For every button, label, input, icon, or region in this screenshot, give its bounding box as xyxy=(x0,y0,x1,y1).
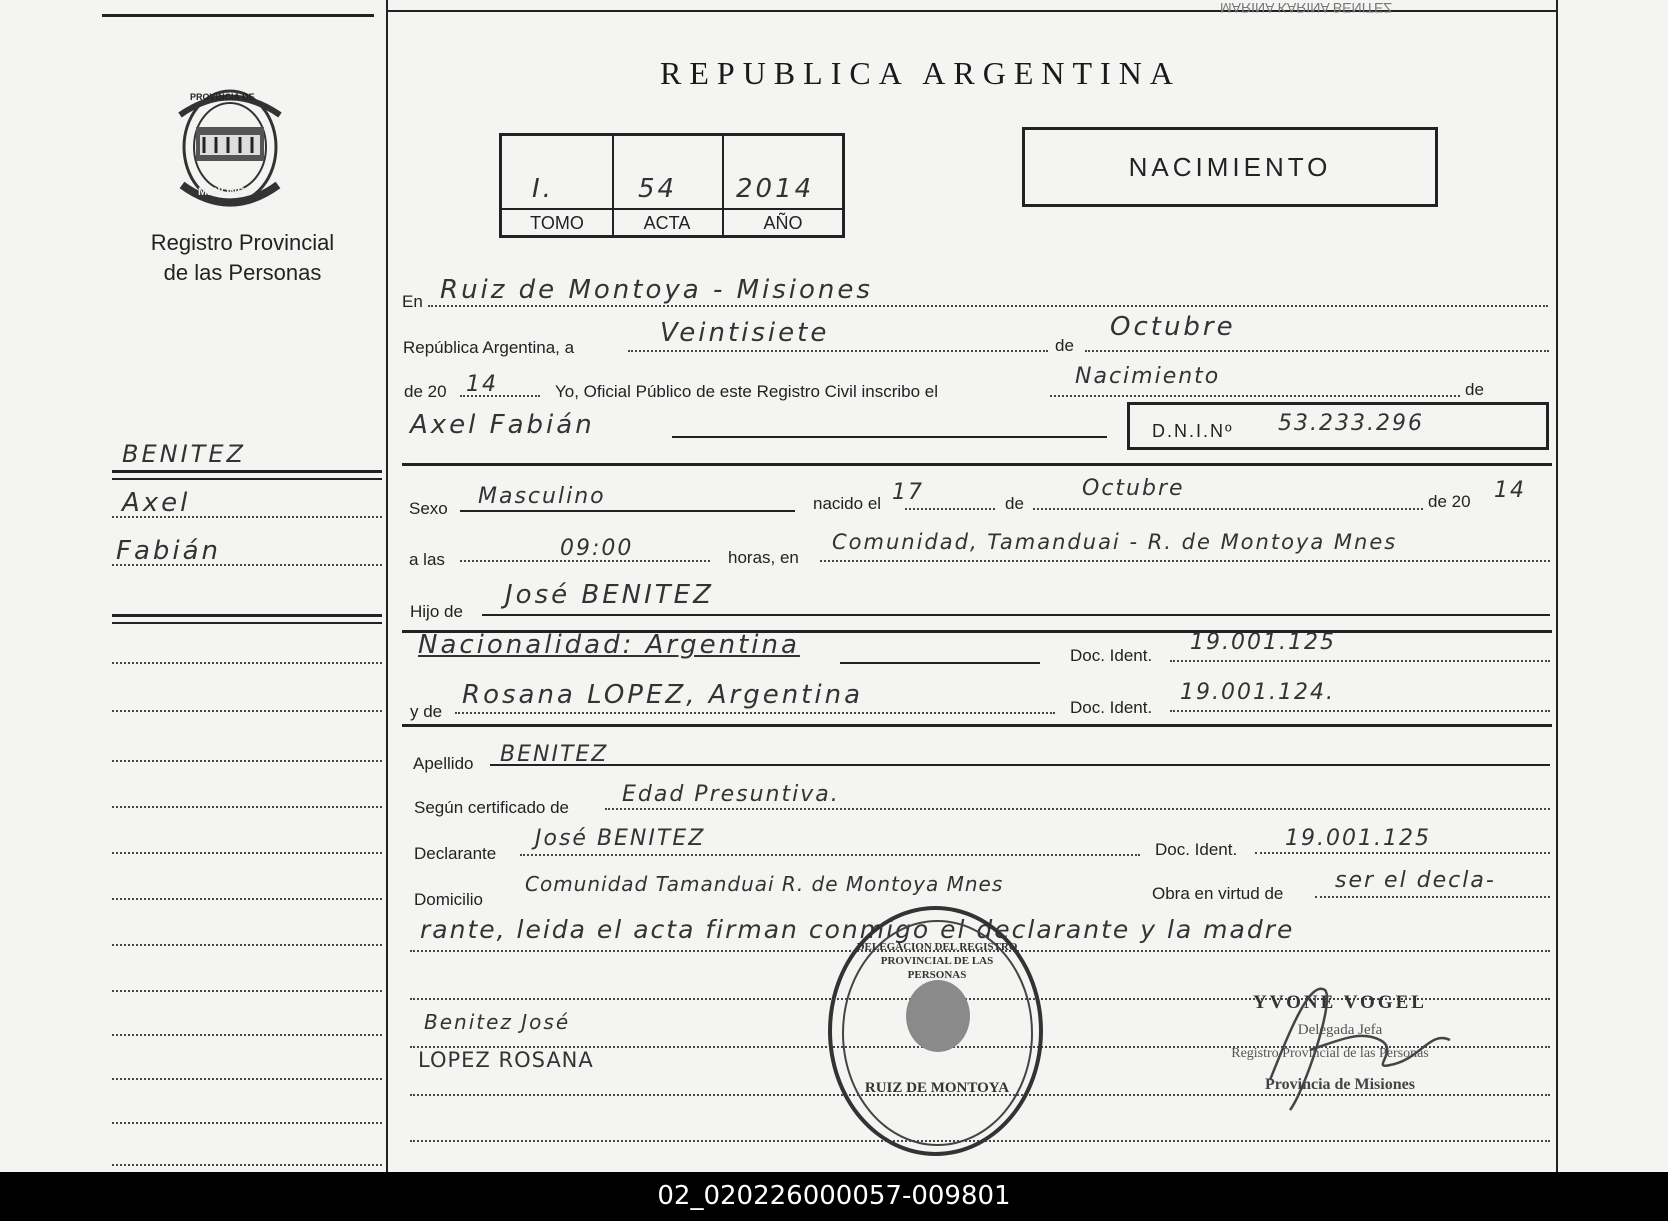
section-rule xyxy=(402,463,1552,466)
sexo-value: Masculino xyxy=(478,484,606,509)
official-stamp-prov: Provincia de Misiones xyxy=(1265,1076,1415,1093)
dotline xyxy=(455,712,1055,714)
dotline xyxy=(1255,852,1550,854)
margin-dotline xyxy=(112,1122,382,1124)
registry-number-box xyxy=(499,133,845,238)
margin-dotline xyxy=(112,1034,382,1036)
top-cut-text: MARINA KARINA BENITEZ xyxy=(1220,0,1392,16)
name-rule xyxy=(672,436,1107,438)
seal-top-text: PROVINCIA DE xyxy=(190,92,255,102)
official-signature-icon xyxy=(1250,970,1470,1120)
apellido-label: Apellido xyxy=(413,754,474,773)
dotline xyxy=(820,560,1550,562)
official-stamp-org: Registro Provincial de las Personas xyxy=(1231,1046,1429,1061)
margin-dotline xyxy=(112,710,382,712)
dotline xyxy=(1170,710,1550,712)
right-border-line xyxy=(1556,0,1558,1172)
year-prefix: de 20 xyxy=(404,382,447,401)
margin-name2: Fabián xyxy=(116,536,222,566)
dotline xyxy=(1170,660,1550,662)
left-top-rule xyxy=(102,14,374,17)
year-suffix: 14 xyxy=(466,372,498,397)
signature-1: Benitez José xyxy=(424,1010,571,1034)
nationality-rule xyxy=(840,662,1040,664)
margin-rule-3 xyxy=(112,614,382,617)
acta-value: 54 xyxy=(638,174,678,204)
act-type-box xyxy=(1022,127,1438,207)
dni-value: 53.233.296 xyxy=(1278,411,1424,436)
left-border-line xyxy=(386,0,388,1172)
registry-name-line2: de las Personas xyxy=(163,260,322,285)
margin-dotline xyxy=(112,898,382,900)
act-type: NACIMIENTO xyxy=(1128,152,1332,182)
mother-name: Rosana LOPEZ, Argentina xyxy=(462,680,864,710)
de-label3: de xyxy=(1005,494,1024,513)
birth-month: Octubre xyxy=(1082,476,1185,501)
seal-bottom-text: MISIONES xyxy=(198,186,252,198)
margin-dotline xyxy=(112,990,382,992)
domicilio-value: Comunidad Tamanduai R. de Montoya Mnes xyxy=(525,872,1004,896)
registry-name-line1: Registro Provincial xyxy=(150,230,335,255)
margin-dotline xyxy=(112,1078,382,1080)
hour-value: 09:00 xyxy=(560,536,634,561)
father-rule xyxy=(482,614,1550,616)
section-rule xyxy=(402,724,1552,727)
country-title: REPUBLICA ARGENTINA xyxy=(660,55,1181,91)
en-label: En xyxy=(402,292,423,311)
margin-dotline xyxy=(112,564,382,566)
de-label2: de xyxy=(1465,380,1484,399)
margin-dotline xyxy=(112,662,382,664)
margin-dotline xyxy=(112,806,382,808)
horas-label: horas, en xyxy=(728,548,799,567)
signature-2: LOPEZ ROSANA xyxy=(418,1048,594,1072)
declarante-value: José BENITEZ xyxy=(535,826,706,851)
round-stamp-place: RUIZ DE MONTOYA xyxy=(864,1080,1010,1096)
margin-dotline xyxy=(112,852,382,854)
dni-label: D.N.I.Nº xyxy=(1152,421,1234,441)
round-official-stamp xyxy=(828,906,1043,1156)
margin-rule-1 xyxy=(112,470,382,473)
margin-rule-2 xyxy=(112,478,382,480)
full-name: Axel Fabián xyxy=(410,410,595,440)
apellido-value: BENITEZ xyxy=(500,742,609,767)
hijo-label: Hijo de xyxy=(410,602,463,621)
declarante-doc: 19.001.125 xyxy=(1285,826,1431,851)
dotline xyxy=(1033,508,1423,510)
doc-label-3: Doc. Ident. xyxy=(1155,840,1238,859)
oficial-text: Yo, Oficial Público de este Registro Civil inscribo el xyxy=(555,382,938,401)
yde-label: y de xyxy=(410,702,443,721)
margin-dotline xyxy=(112,1164,382,1166)
anio-label: AÑO xyxy=(763,213,803,233)
margin-dotline xyxy=(112,516,382,518)
dotline xyxy=(905,508,995,510)
image-id-caption: 02_020226000057-009801 xyxy=(0,1172,1668,1221)
tomo-value: I. xyxy=(532,174,554,204)
dotline xyxy=(1050,395,1460,397)
apellido-rule xyxy=(490,764,1550,766)
de-label: de xyxy=(1055,336,1074,355)
dotline xyxy=(1085,350,1549,352)
year-prefix2: de 20 xyxy=(1428,492,1471,511)
dotline xyxy=(605,808,1550,810)
doc-label-1: Doc. Ident. xyxy=(1070,646,1153,665)
day-words: Veintisiete xyxy=(660,318,830,348)
father-doc: 19.001.125 xyxy=(1190,630,1336,655)
margin-rule-4 xyxy=(112,622,382,624)
segun-label: Según certificado de xyxy=(414,798,569,817)
acta-label: ACTA xyxy=(643,213,691,233)
tomo-label: TOMO xyxy=(530,213,584,233)
obra-continuation: rante, leida el acta firman conmigo el declarante y la madre xyxy=(420,915,1295,944)
republica-label: República Argentina, a xyxy=(403,338,575,357)
dotline xyxy=(428,305,1548,307)
dotline xyxy=(628,350,1048,352)
official-stamp-name: YVONE VOGEL xyxy=(1253,992,1427,1013)
nacido-label: nacido el xyxy=(813,494,882,513)
round-stamp-text: DELEGACION DEL REGISTRO PROVINCIAL DE LAS PERSONAS xyxy=(856,941,1018,981)
birth-year-suffix: 14 xyxy=(1494,478,1526,503)
event-value: Nacimiento xyxy=(1075,364,1221,389)
certificado-value: Edad Presuntiva. xyxy=(622,782,840,807)
margin-dotline xyxy=(112,760,382,762)
alas-label: a las xyxy=(409,550,445,569)
father-name: José BENITEZ xyxy=(505,580,714,610)
margin-surname: BENITEZ xyxy=(122,440,246,468)
domicilio-label: Domicilio xyxy=(414,890,483,909)
birth-day: 17 xyxy=(892,480,924,505)
birth-place: Comunidad, Tamanduai - R. de Montoya Mnes xyxy=(832,530,1398,554)
mother-doc: 19.001.124. xyxy=(1180,680,1335,705)
dni-box xyxy=(1127,402,1549,450)
margin-dotline xyxy=(112,944,382,946)
father-nationality: Nacionalidad: Argentina xyxy=(418,630,800,660)
sexo-rule xyxy=(460,510,795,512)
obra-label: Obra en virtud de xyxy=(1152,884,1284,903)
month-value: Octubre xyxy=(1110,312,1236,342)
sexo-label: Sexo xyxy=(409,499,448,518)
dotline xyxy=(1315,896,1550,898)
doc-label-2: Doc. Ident. xyxy=(1070,698,1153,717)
stamp-emblem-icon xyxy=(906,980,970,1052)
margin-name1: Axel xyxy=(122,488,191,518)
official-stamp-role: Delegada Jefa xyxy=(1297,1022,1383,1038)
anio-value: 2014 xyxy=(736,174,815,204)
obra-value: ser el decla- xyxy=(1335,868,1496,893)
dotline xyxy=(520,854,1140,856)
declarante-label: Declarante xyxy=(414,844,497,863)
place-value: Ruiz de Montoya - Misiones xyxy=(440,275,873,305)
